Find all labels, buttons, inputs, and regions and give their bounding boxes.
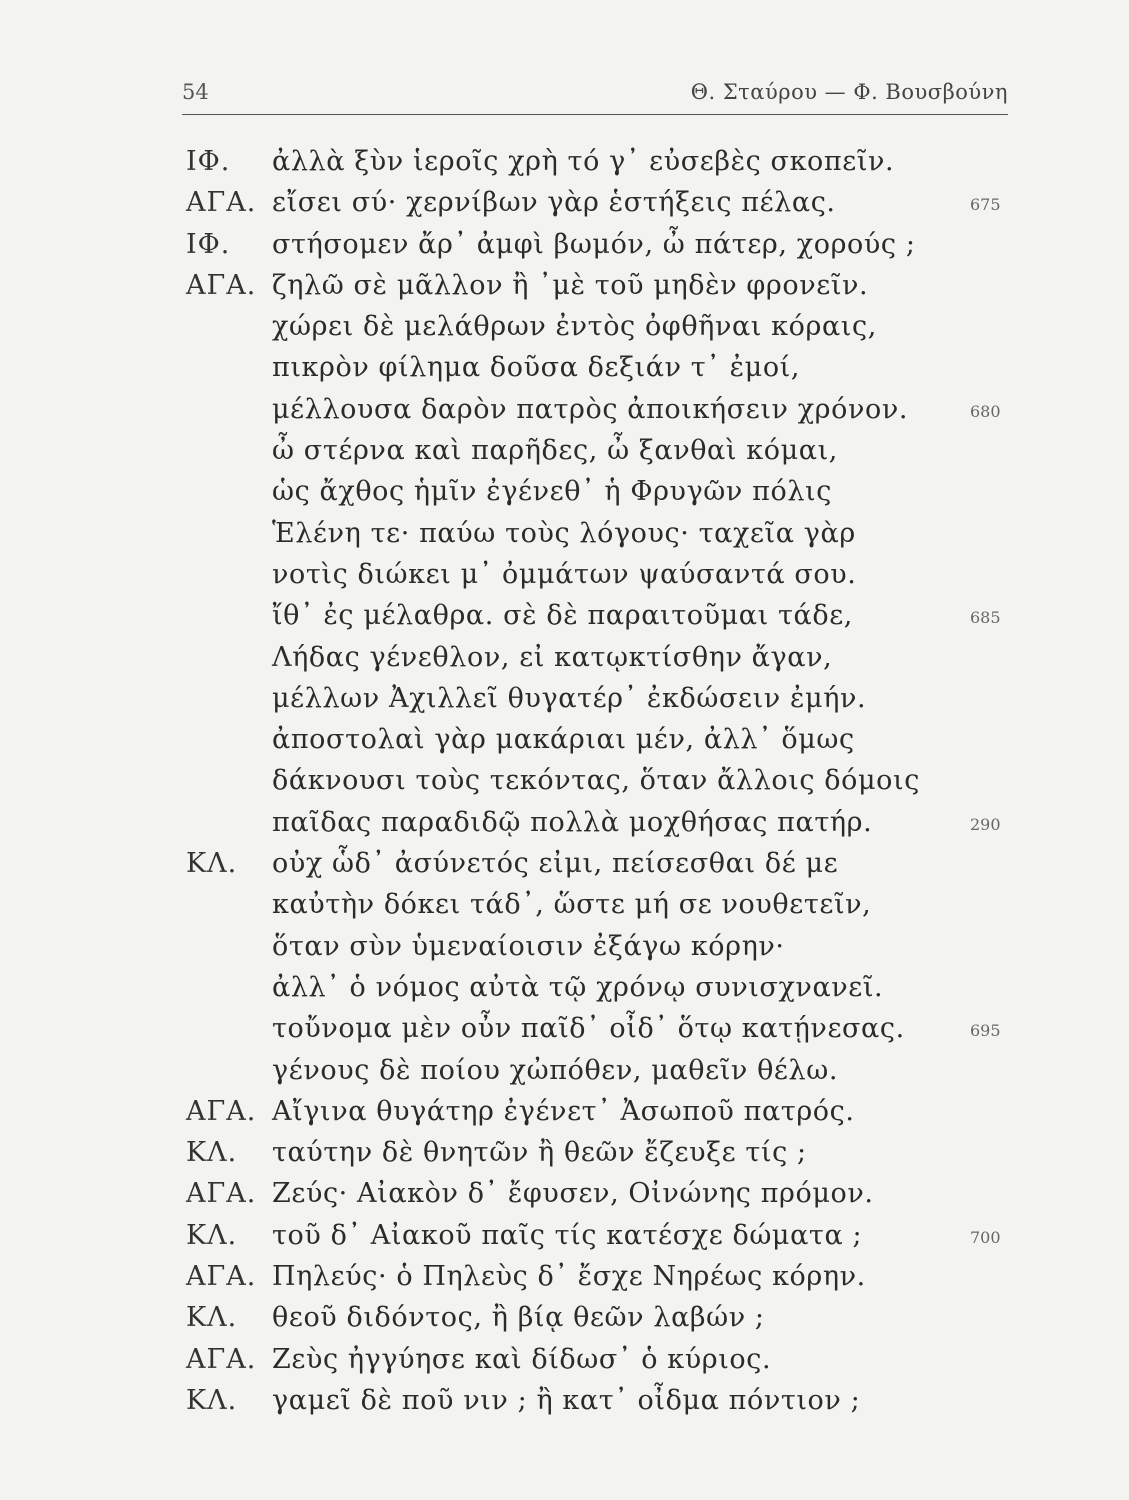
speaker-label: ΑΓΑ. — [186, 1343, 257, 1375]
verse-text: Ζεὺς ἠγγύησε καὶ δίδωσ᾽ ὁ κύριος. — [272, 1343, 772, 1375]
line-number: 680 — [970, 401, 1001, 421]
verse-text: νοτὶς διώκει μ᾽ ὀμμάτων ψαύσαντά σου. — [272, 558, 857, 590]
speaker-label: ΙΦ. — [186, 146, 231, 177]
speaker-label: ΚΛ. — [186, 1137, 238, 1169]
verse-line — [0, 759, 1129, 800]
verse-line — [0, 1338, 1129, 1379]
speaker-label: ΑΓΑ. — [186, 187, 257, 219]
verse-line — [0, 346, 1129, 387]
verse-text: γένους δὲ ποίου χὠπόθεν, μαθεῖν θέλω. — [272, 1054, 839, 1086]
verse-text: στήσομεν ἄρ᾽ ἀμφὶ βωμόν, ὦ πάτερ, χορούς ; — [272, 228, 916, 260]
verse-line — [0, 1214, 1129, 1255]
verse-line — [0, 223, 1129, 264]
verse-text: Αἴγινα θυγάτηρ ἐγένετ᾽ Ἀσωποῦ πατρός. — [272, 1095, 855, 1127]
verse-line — [0, 1049, 1129, 1090]
verse-line — [0, 512, 1129, 553]
verse-line — [0, 1090, 1129, 1131]
line-number: 685 — [970, 608, 1001, 628]
verse-text: γαμεῖ δὲ ποῦ νιν ; ἢ κατ᾽ οἶδμα πόντιον ; — [272, 1384, 861, 1416]
verse-text: δάκνουσι τοὺς τεκόντας, ὅταν ἄλλοις δόμοις — [272, 765, 920, 797]
line-number: 290 — [970, 814, 1001, 834]
verse-line — [0, 553, 1129, 594]
verse-line — [0, 1255, 1129, 1296]
verse-text: ἀλλὰ ξὺν ἱεροῖς χρὴ τό γ᾽ εὐσεβὲς σκοπεῖν. — [272, 146, 895, 177]
verse-text: τοὔνομα μὲν οὖν παῖδ᾽ οἶδ᾽ ὅτῳ κατῄνεσας. — [272, 1013, 905, 1045]
line-number: 675 — [970, 195, 1001, 215]
verse-text: παῖδας παραδιδῷ πολλὰ μοχθήσας πατήρ. — [272, 806, 873, 838]
verse-text: Λήδας γένεθλον, εἰ κατῳκτίσθην ἄγαν, — [272, 641, 833, 673]
page-header — [182, 80, 1008, 120]
verse-line — [0, 429, 1129, 470]
verse-text: τοῦ δ᾽ Αἰακοῦ παῖς τίς κατέσχε δώματα ; — [272, 1219, 863, 1251]
verse-line — [0, 677, 1129, 718]
line-number: 700 — [970, 1227, 1001, 1247]
verse-text: ταύτην δὲ θνητῶν ἢ θεῶν ἔζευξε τίς ; — [272, 1137, 807, 1169]
verse-line — [0, 470, 1129, 511]
speaker-label: ΚΛ. — [186, 1302, 238, 1334]
verse-text: μέλλουσα δαρὸν πατρὸς ἀποικήσειν χρόνον. — [272, 393, 909, 425]
verse-line — [0, 140, 1129, 181]
verse-text: οὐχ ὧδ᾽ ἀσύνετός εἰμι, πείσεσθαι δέ με — [272, 848, 839, 880]
verse-text: πικρὸν φίλημα δοῦσα δεξιάν τ᾽ ἐμοί, — [272, 352, 801, 384]
verse-text: ἀλλ᾽ ὁ νόμος αὐτὰ τῷ χρόνῳ συνισχνανεῖ. — [272, 971, 884, 1003]
verse-text: ἴθ᾽ ἐς μέλαθρα. σὲ δὲ παραιτοῦμαι τάδε, — [272, 600, 853, 632]
verse-text: μέλλων Ἀχιλλεῖ θυγατέρ᾽ ἐκδώσειν ἐμήν. — [272, 682, 867, 714]
verse-line — [0, 718, 1129, 759]
verse-line — [0, 1007, 1129, 1048]
verse-line — [0, 1131, 1129, 1172]
verse-line — [0, 636, 1129, 677]
verse-text: χώρει δὲ μελάθρων ἐντὸς ὀφθῆναι κόραις, — [272, 311, 877, 343]
verse-line — [0, 1296, 1129, 1337]
verse-line — [0, 966, 1129, 1007]
verse-line — [0, 181, 1129, 222]
verse-line — [0, 305, 1129, 346]
verse-text: ὦ στέρνα καὶ παρῆδες, ὦ ξανθαὶ κόμαι, — [272, 435, 838, 467]
verse-line — [0, 1379, 1129, 1420]
speaker-label: ΑΓΑ. — [186, 1095, 257, 1127]
verse-text: θεοῦ διδόντος, ἢ βίᾳ θεῶν λαβών ; — [272, 1302, 765, 1334]
verse-line — [0, 594, 1129, 635]
verse-text: Πηλεύς· ὁ Πηλεὺς δ᾽ ἔσχε Νηρέως κόρην. — [272, 1261, 866, 1293]
verse-text: εἴσει σύ· χερνίβων γὰρ ἑστήξεις πέλας. — [272, 187, 836, 219]
verse-text: ἀποστολαὶ γὰρ μακάριαι μέν, ἀλλ᾽ ὅμως — [272, 724, 855, 756]
speaker-label: ΚΛ. — [186, 848, 238, 880]
verse-text: ὡς ἄχθος ἡμῖν ἐγένεθ᾽ ἡ Φρυγῶν πόλις — [272, 476, 832, 508]
verse-block — [0, 140, 1129, 1420]
verse-line — [0, 883, 1129, 924]
verse-line — [0, 801, 1129, 842]
running-head: Θ. Σταύρου — Φ. Βουσβούνη — [690, 80, 1008, 104]
verse-text: Ἑλένη τε· παύω τοὺς λόγους· ταχεῖα γὰρ — [272, 517, 856, 549]
verse-text: ζηλῶ σὲ μᾶλλον ἢ ᾽μὲ τοῦ μηδὲν φρονεῖν. — [272, 269, 869, 301]
speaker-label: ΚΛ. — [186, 1219, 238, 1251]
line-number: 695 — [970, 1021, 1001, 1041]
speaker-label: ΚΛ. — [186, 1384, 238, 1416]
verse-text: Ζεύς· Αἰακὸν δ᾽ ἔφυσεν, Οἰνώνης πρόμον. — [272, 1178, 874, 1210]
verse-text: ὅταν σὺν ὑμεναίοισιν ἐξάγω κόρην· — [272, 930, 785, 962]
verse-line — [0, 264, 1129, 305]
verse-line — [0, 842, 1129, 883]
verse-line — [0, 388, 1129, 429]
speaker-label: ΑΓΑ. — [186, 1261, 257, 1293]
speaker-label: ΙΦ. — [186, 228, 231, 260]
header-rule — [182, 114, 1008, 115]
speaker-label: ΑΓΑ. — [186, 1178, 257, 1210]
page-number: 54 — [182, 80, 209, 104]
verse-line — [0, 925, 1129, 966]
verse-text: καὐτὴν δόκει τάδ᾽, ὥστε μή σε νουθετεῖν, — [272, 889, 872, 921]
speaker-label: ΑΓΑ. — [186, 269, 257, 301]
verse-line — [0, 1172, 1129, 1213]
